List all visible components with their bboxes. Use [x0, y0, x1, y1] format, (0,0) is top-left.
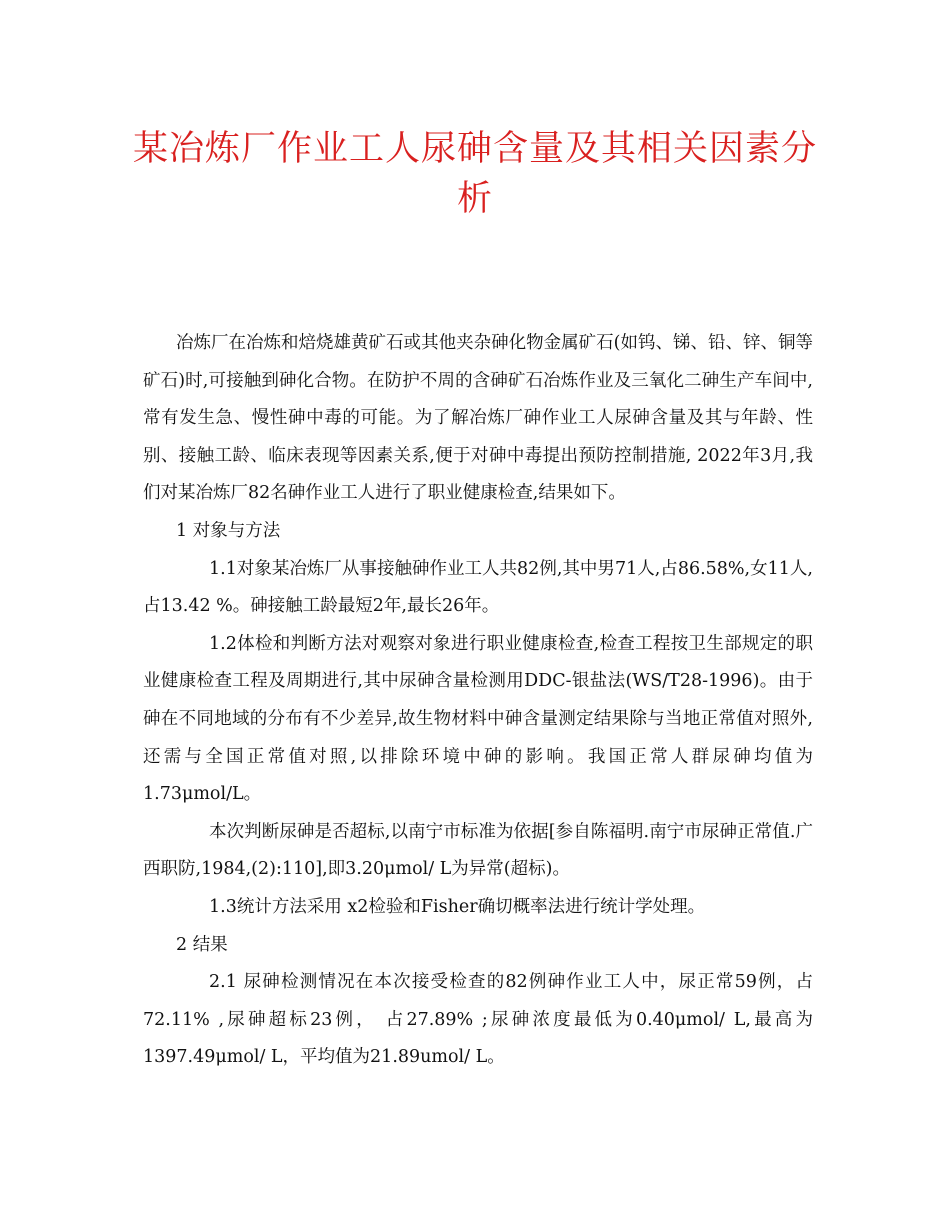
section-heading-methods: 1 对象与方法 — [176, 520, 281, 541]
document-body — [143, 325, 813, 1077]
paragraph-criteria: 本次判断尿砷是否超标,以南宁市标准为依据[参自陈福明.南宁市尿砷正常值.广西职防,1984,(2):110],即3.20μmol/ L为异常(超标)。 — [143, 821, 813, 880]
section-heading-results: 2 结果 — [176, 934, 228, 955]
intro-paragraph: 冶炼厂在冶炼和焙烧雄黄矿石或其他夹杂砷化物金属矿石(如钨、锑、铅、锌、铜等矿石)时,可接触到砷化合物。在防护不周的含砷矿石冶炼作业及三氧化二砷生产车间中,常有发生急、慢性砷中毒的可能。为了解冶炼厂砷作业工人尿砷含量及其与年龄、性别、接触工龄、临床表现等因素关系,便于对砷中毒提出预防控制措施, 2022年3月,我们对某冶炼厂82名砷作业工人进行了职业健康检查,结果如下。 — [143, 333, 813, 504]
paragraph-statistics: 1.3统计方法采用 x2检验和Fisher确切概率法进行统计学处理。 — [209, 896, 706, 917]
document-title: 某冶炼厂作业工人尿砷含量及其相关因素分析 — [132, 129, 817, 219]
paragraph-results: 2.1 尿砷检测情况在本次接受检查的82例砷作业工人中，尿正常59例，占72.11% ,尿砷超标23例， 占27.89% ;尿砷浓度最低为0.40μmol/ L,最高为1397.49μmol/ L，平均值为21.89umol/ L。 — [143, 972, 813, 1068]
paragraph-subjects: 1.1对象某冶炼厂从事接触砷作业工人共82例,其中男71人,占86.58%,女11人,占13.42 %。砷接触工龄最短2年,最长26年。 — [143, 558, 813, 617]
paragraph-exam-methods: 1.2体检和判断方法对观察对象进行职业健康检查,检查工程按卫生部规定的职业健康检查工程及周期进行,其中尿砷含量检测用DDC-银盐法(WS/T28-1996)。由于砷在不同地域的分布有不少差异,故生物材料中砷含量测定结果除与当地正常值对照外,还需与全国正常值对照,以排除环境中砷的影响。我国正常人群尿砷均值为1.73μmol/L。 — [143, 633, 813, 805]
